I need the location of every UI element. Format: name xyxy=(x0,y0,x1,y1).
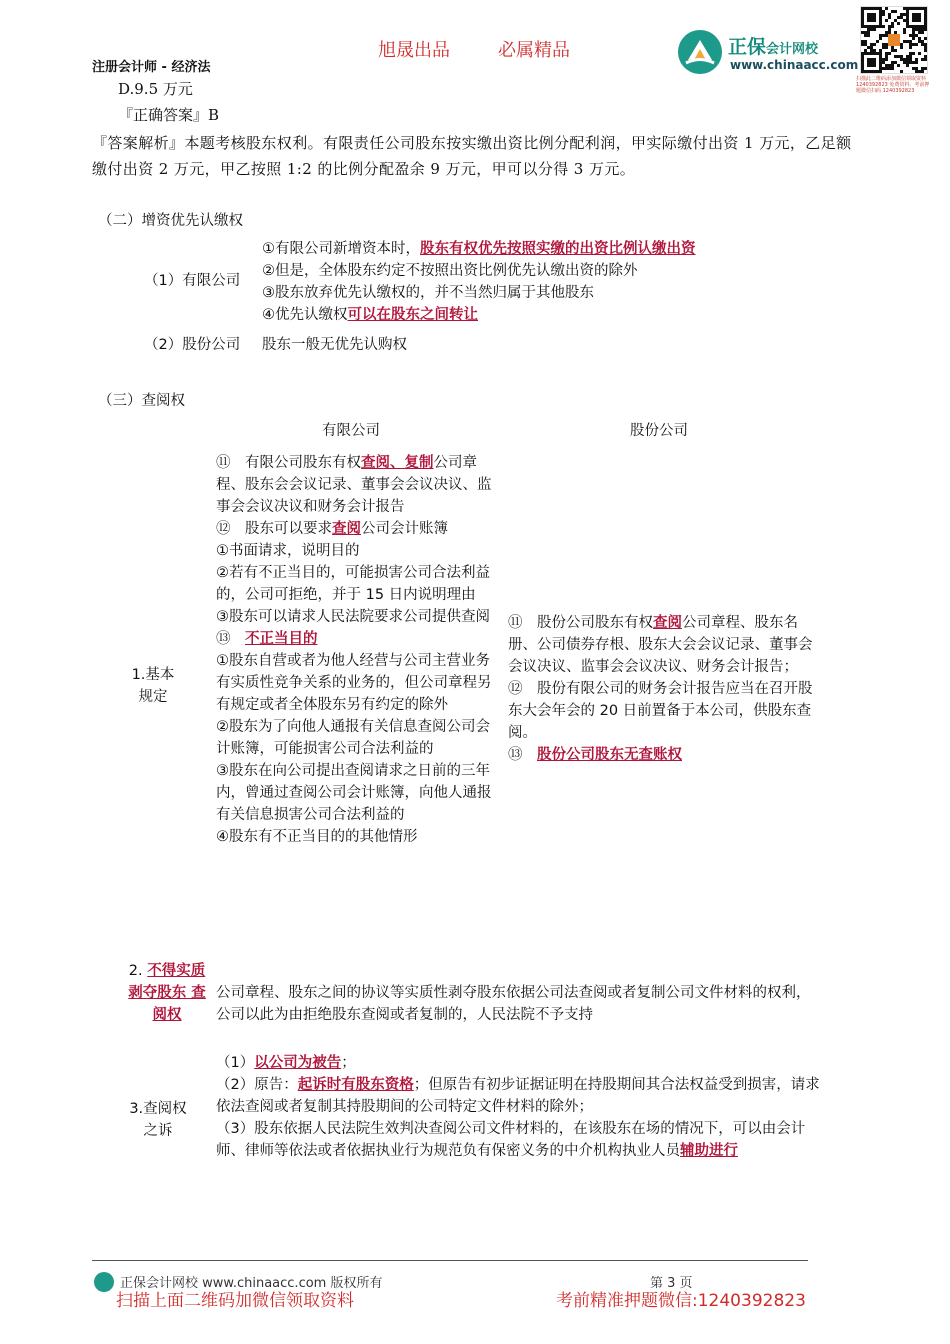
list-item xyxy=(216,1074,824,1118)
item-text: ⑫ 股份有限公司的财务会计报告应当在召开股东大会年会的 20 日前置备于本公司，供股东查阅。 xyxy=(508,681,813,741)
highlighted-text: 起诉时有股东资格 xyxy=(297,1077,414,1093)
item-text: （1） xyxy=(216,1055,255,1071)
row-label-inspection-lawsuit: 3.查阅权之诉 xyxy=(129,1101,187,1139)
row-label-basic-rules: 1.基本规定 xyxy=(131,667,175,705)
footer-ad-left: 扫描上面二维码加微信领取资料 xyxy=(116,1291,354,1311)
item-text: ④股东有不正当目的的其他情形 xyxy=(216,829,418,845)
highlighted-text: 辅助进行 xyxy=(680,1143,738,1159)
jsc-text: 股东一般无优先认购权 xyxy=(262,337,407,353)
item-text: ⑪ 股份公司股东有权 xyxy=(508,615,653,631)
item-text: 公司章程、股东名册、公司债券存根、股东大会会议记录、董事会会议决议、监事会会议决议、财务会计报告； xyxy=(508,615,813,675)
highlighted-text: 股东有权优先按照实缴的出资比例认缴出资 xyxy=(420,241,696,257)
highlighted-text: 查阅 xyxy=(653,615,682,631)
footer-page-number: 第 3 页 xyxy=(650,1276,693,1291)
highlighted-text: 不正当目的 xyxy=(245,631,318,647)
item-text: ④优先认缴权 xyxy=(262,307,348,323)
jsc-label: （2）股份公司 xyxy=(144,337,241,353)
llc-inspection-rules xyxy=(216,452,498,848)
list-item xyxy=(216,1052,824,1074)
list-item xyxy=(262,260,696,282)
footer-logo-icon xyxy=(94,1272,114,1292)
list-item xyxy=(216,606,498,628)
column-header-llc: 有限公司 xyxy=(322,423,380,439)
inspection-lawsuit-list xyxy=(216,1052,824,1162)
list-item xyxy=(216,826,498,848)
no-deprivation-text: 公司章程、股东之间的协议等实质性剥夺股东依据公司法查阅或者复制公司文件材料的权利，公司以此为由拒绝股东查阅或者复制的，人民法院不予支持 xyxy=(216,985,811,1023)
item-text: ③股东可以请求人民法院要求公司提供查阅 xyxy=(216,609,490,625)
llc-preemptive-rights-list xyxy=(262,238,696,326)
highlighted-text: 可以在股东之间转让 xyxy=(347,307,478,323)
list-item xyxy=(216,452,498,518)
footer-divider xyxy=(92,1260,808,1261)
list-item xyxy=(508,612,824,678)
llc-label: （1）有限公司 xyxy=(144,273,241,289)
item-text: ③股东放弃优先认缴权的，并不当然归属于其他股东 xyxy=(262,285,594,301)
item-text: ②股东为了向他人通报有关信息查阅公司会计账簿，可能损害公司合法利益的 xyxy=(216,719,490,757)
answer-option: D.9.5 万元 xyxy=(118,80,193,98)
answer-explanation: 『答案解析』本题考核股东权利。有限责任公司股东按实缴出资比例分配利润，甲实际缴付出资 1 万元，乙足额缴付出资 2 万元，甲乙按照 1:2 的比例分配盈余 9 万元，甲可以分得 3 万元。 xyxy=(92,134,852,178)
list-item xyxy=(216,540,498,562)
course-title: 注册会计师 - 经济法 xyxy=(92,60,211,75)
item-text: ①有限公司新增资本时， xyxy=(262,241,420,257)
list-item xyxy=(216,650,498,716)
logo-brand-name: 正保会计网校 xyxy=(728,36,819,58)
highlighted-text: 查阅 xyxy=(332,521,361,537)
row-label-no-deprivation: 2. 不得实质剥夺股东 查阅权 xyxy=(128,963,206,1023)
highlighted-text: 以公司为被告 xyxy=(254,1055,342,1071)
item-text: ①股东自营或者为他人经营与公司主营业务有实质性竞争关系的业务的，但公司章程另有规定或者全体股东另有约定的除外 xyxy=(216,653,492,713)
item-text: 公司章程、股东会会议记录、董事会会议决议、监事会会议决议和财务会计报告 xyxy=(216,455,492,515)
footer-ad-right: 考前精准押题微信:1240392823 xyxy=(556,1291,806,1311)
list-item xyxy=(262,304,696,326)
column-header-jsc: 股份公司 xyxy=(630,423,688,439)
item-text: ①书面请求，说明目的 xyxy=(216,543,360,559)
footer-copyright: 正保会计网校 www.chinaacc.com 版权所有 xyxy=(120,1276,383,1291)
list-item xyxy=(216,562,498,606)
list-item xyxy=(216,628,498,650)
item-text: ⑬ xyxy=(216,631,245,647)
list-item xyxy=(508,744,824,766)
logo-url: www.chinaacc.com xyxy=(730,58,859,72)
item-text: ⑪ 有限公司股东有权 xyxy=(216,455,361,471)
list-item xyxy=(216,760,498,826)
list-item xyxy=(216,1118,824,1162)
jsc-inspection-rules xyxy=(508,612,824,766)
item-text: ②但是，全体股东约定不按照出资比例优先认缴出资的除外 xyxy=(262,263,638,279)
item-text: 公司会计账簿 xyxy=(361,521,448,537)
section-title: （三）查阅权 xyxy=(98,393,185,409)
list-item xyxy=(216,518,498,540)
qr-caption: 扫描此二维码添加微信领取资料 1240392823 免费资料、考前押题微信扫码 1240392823 xyxy=(856,76,930,94)
answer-label: 『正确答案』B xyxy=(118,106,220,124)
logo-emblem-icon xyxy=(678,30,722,74)
item-text: （2）原告： xyxy=(216,1077,298,1093)
item-text: ； xyxy=(341,1055,356,1071)
item-text: ②若有不正当目的，可能损害公司合法利益的，公司可拒绝，并于 15 日内说明理由 xyxy=(216,565,490,603)
list-item xyxy=(262,238,696,260)
header-slogan-left: 旭晟出品 xyxy=(378,40,450,61)
item-text: （3）股东依据人民法院生效判决查阅公司文件材料的，在该股东在场的情况下，可以由会计师、律师等依法或者依据执业行为规范负有保密义务的中介机构执业人员 xyxy=(216,1121,806,1159)
highlighted-text: 查阅、复制 xyxy=(361,455,434,471)
section-title: （二）增资优先认缴权 xyxy=(98,213,243,229)
qr-code-icon xyxy=(860,6,928,74)
header-slogan-right: 必属精品 xyxy=(498,40,570,61)
list-item xyxy=(216,716,498,760)
item-text: ⑫ 股东可以要求 xyxy=(216,521,332,537)
list-item xyxy=(262,282,696,304)
list-item xyxy=(508,678,824,744)
brand-logo[interactable] xyxy=(678,28,859,78)
item-text: ⑬ xyxy=(508,747,537,763)
highlighted-text: 股份公司股东无查账权 xyxy=(537,747,682,763)
item-text: ③股东在向公司提出查阅请求之日前的三年内，曾通过查阅公司会计账簿，向他人通报有关信息损害公司合法利益的 xyxy=(216,763,492,823)
item-text: ；但原告有初步证据证明在持股期间其合法权益受到损害，请求依法查阅或者复制其持股期间的公司特定文件材料的除外； xyxy=(216,1077,820,1115)
